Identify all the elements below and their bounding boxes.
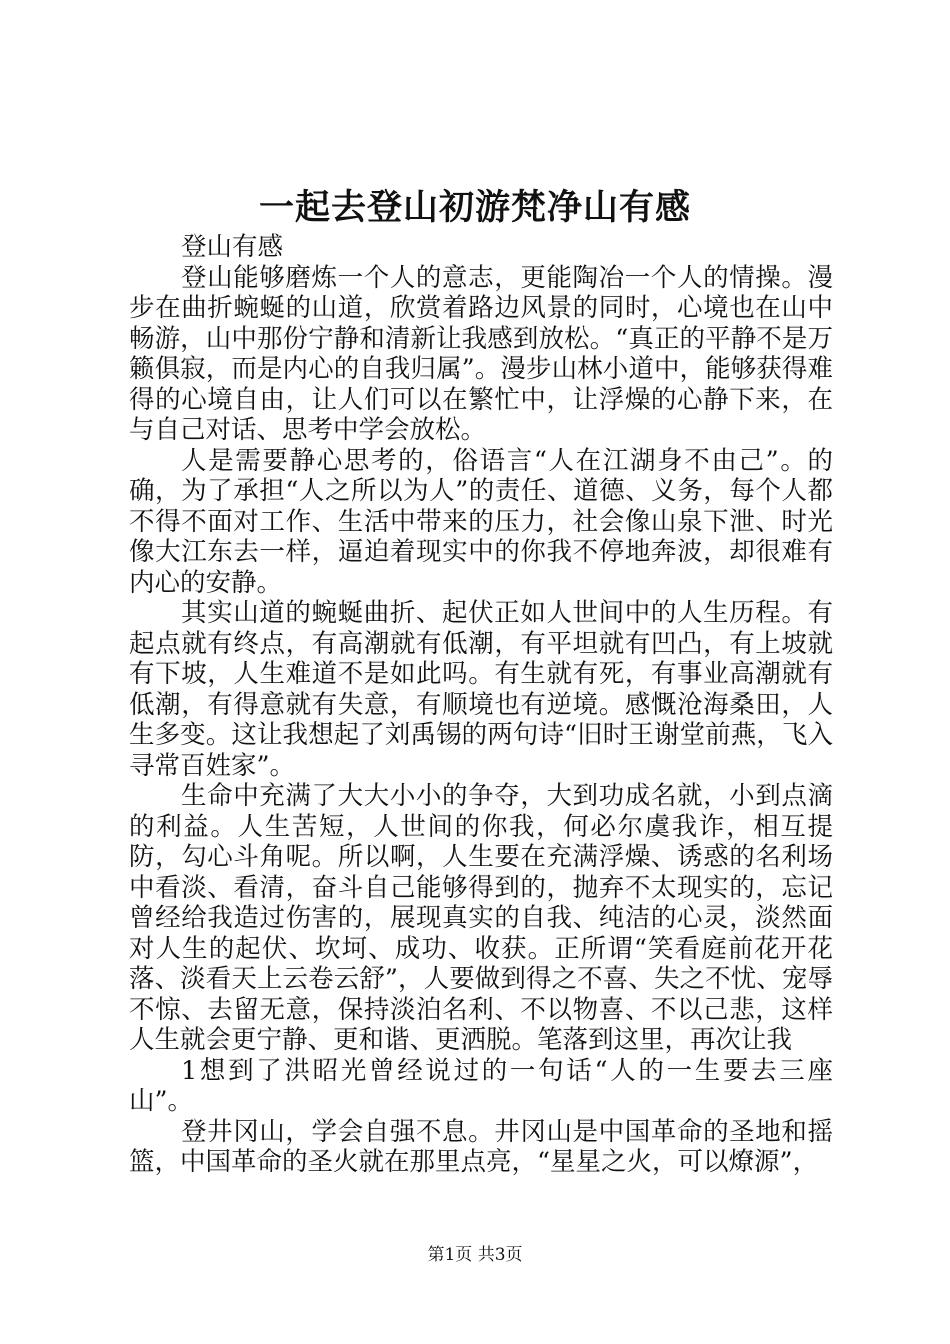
document-title: 一起去登山初游梵净山有感	[258, 187, 691, 228]
paragraph: 登山能够磨炼一个人的意志，更能陶冶一个人的情操。漫步在曲折蜿蜒的山道，欣赏着路边风景的同时，心境也在山中畅游，山中那份宁静和清新让我感到放松。“真正的平静不是万籁俱寂，而是内心的自我归属”。漫步山林小道中，能够获得难得的心境自由，让人们可以在繁忙中，让浮燥的心静下来，在与自己对话、思考中学会放松。	[129, 262, 833, 445]
paragraph-subtitle: 登山有感	[181, 232, 284, 262]
paragraph: 其实山道的蜿蜒曲折、起伏正如人世间中的人生历程。有起点就有终点，有高潮就有低潮，有平坦就有凹凸，有上坡就有下坡，人生难道不是如此吗。有生就有死，有事业高潮就有低潮，有得意就有失意，有顺境也有逆境。感慨沧海桑田，人生多变。这让我想起了刘禹锡的两句诗“旧时王谢堂前燕，飞入寻常百姓家”。	[129, 598, 833, 781]
paragraph: 1想到了洪昭光曾经说过的一句话“人的一生要去三座山”。	[129, 1055, 833, 1116]
paragraph: 人是需要静心思考的，俗语言“人在江湖身不由己”。的确，为了承担“人之所以为人”的责任、道德、义务，每个人都不得不面对工作、生活中带来的压力，社会像山泉下泄、时光像大江东去一样，逼迫着现实中的你我不停地奔波，却很难有内心的安静。	[129, 445, 833, 598]
document-body	[129, 232, 833, 1178]
paragraph: 生命中充满了大大小小的争夺，大到功成名就，小到点滴的利益。人生苦短，人世间的你我，何必尔虞我诈，相互提防，勾心斗角呢。所以啊，人生要在充满浮燥、诱惑的名利场中看淡、看清，奋斗自己能够得到的，抛弃不太现实的，忘记曾经给我造过伤害的，展现真实的自我、纯洁的心灵，淡然面对人生的起伏、坎坷、成功、收获。正所谓“笑看庭前花开花落、淡看天上云卷云舒”，人要做到得之不喜、失之不忧、宠辱不惊、去留无意，保持淡泊名利、不以物喜、不以己悲，这样人生就会更宁静、更和谐、更洒脱。笔落到这里，再次让我	[129, 781, 833, 1055]
page-number-footer: 第1页 共3页	[427, 1245, 523, 1265]
paragraph: 登井冈山，学会自强不息。井冈山是中国革命的圣地和摇篮，中国革命的圣火就在那里点亮，“星星之火，可以燎源”，	[129, 1116, 833, 1177]
